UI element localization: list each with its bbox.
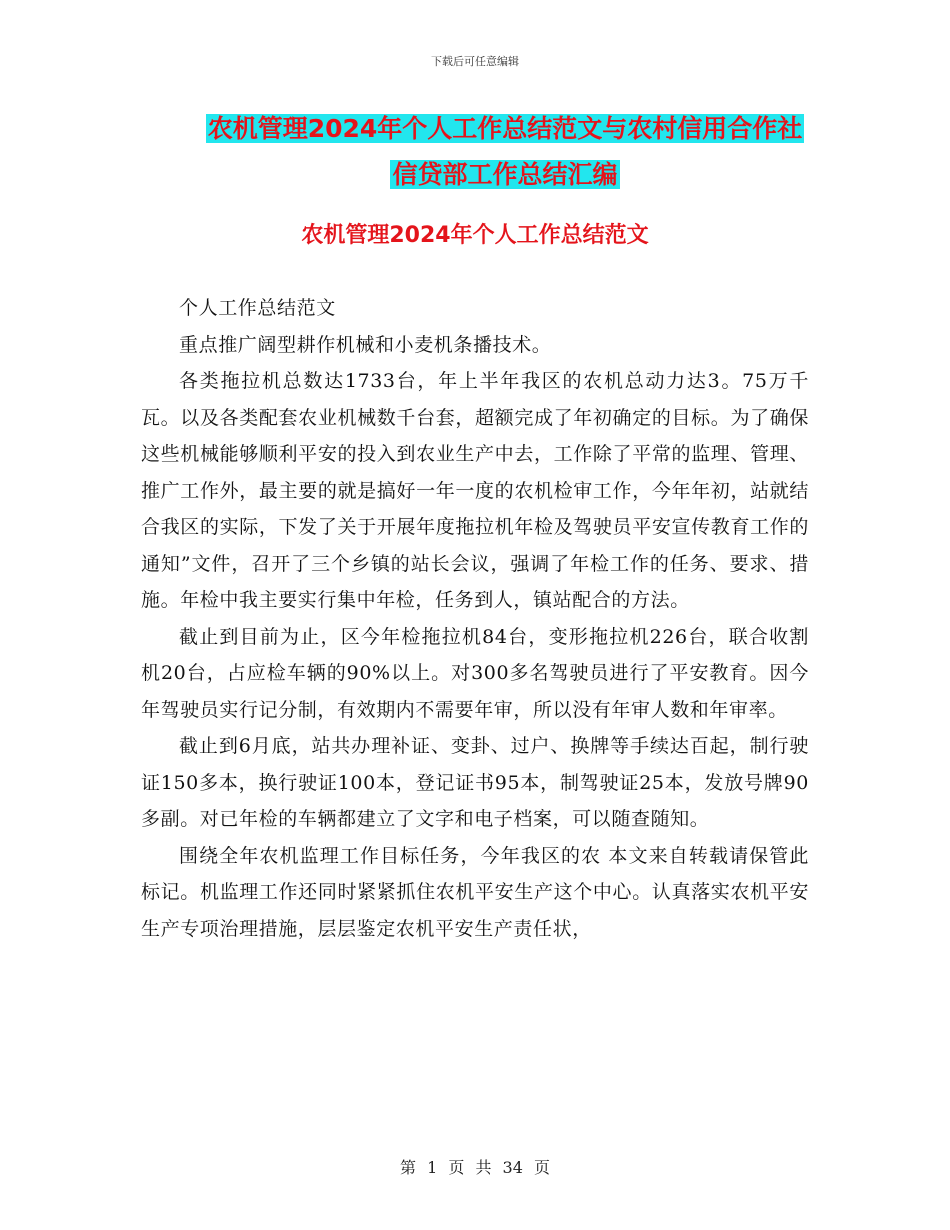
- paragraph: 重点推广阔型耕作机械和小麦机条播技术。: [179, 333, 552, 356]
- document-title-line-2: 信贷部工作总结汇编: [392, 160, 618, 189]
- document-title-line-1: 农机管理2024年个人工作总结范文与农村信用合作社: [207, 114, 803, 143]
- body-text: [141, 290, 809, 947]
- header-note: 下载后可任意编辑: [431, 55, 519, 68]
- paragraph: 个人工作总结范文: [179, 297, 336, 319]
- page-footer: 第 1 页 共 34 页: [400, 1158, 550, 1177]
- paragraph: 截止到目前为止，区今年检拖拉机84台，变形拖拉机226台，联合收割机20台，占应检车辆的90%以上。对300多名驾驶员进行了平安教育。因今年驾驶员实行记分制，有效期内不需要年审，所以没有年审人数和年审率。: [141, 625, 809, 721]
- paragraph: 围绕全年农机监理工作目标任务，今年我区的农 本文来自转载请保管此标记。机监理工作还同时紧紧抓住农机平安生产这个中心。认真落实农机平安生产专项治理措施，层层鉴定农机平安生产责任状，: [141, 844, 809, 940]
- section-title: 农机管理2024年个人工作总结范文: [301, 223, 649, 248]
- paragraph: 各类拖拉机总数达1733台，年上半年我区的农机总动力达3。75万千瓦。以及各类配套农业机械数千台套，超额完成了年初确定的目标。为了确保这些机械能够顺利平安的投入到农业生产中去，工作除了平常的监理、管理、推广工作外，最主要的就是搞好一年一度的农机检审工作，今年年初，站就结合我区的实际，下发了关于开展年度拖拉机年检及驾驶员平安宣传教育工作的通知”文件，召开了三个乡镇的站长会议，强调了年检工作的任务、要求、措施。年检中我主要实行集中年检，任务到人，镇站配合的方法。: [141, 370, 809, 611]
- paragraph: 截止到6月底，站共办理补证、变卦、过户、换牌等手续达百起，制行驶证150多本，换行驶证100本，登记证书95本，制驾驶证25本，发放号牌90多副。对已年检的车辆都建立了文字和电子档案，可以随查随知。: [141, 735, 809, 830]
- document-title: [120, 106, 890, 198]
